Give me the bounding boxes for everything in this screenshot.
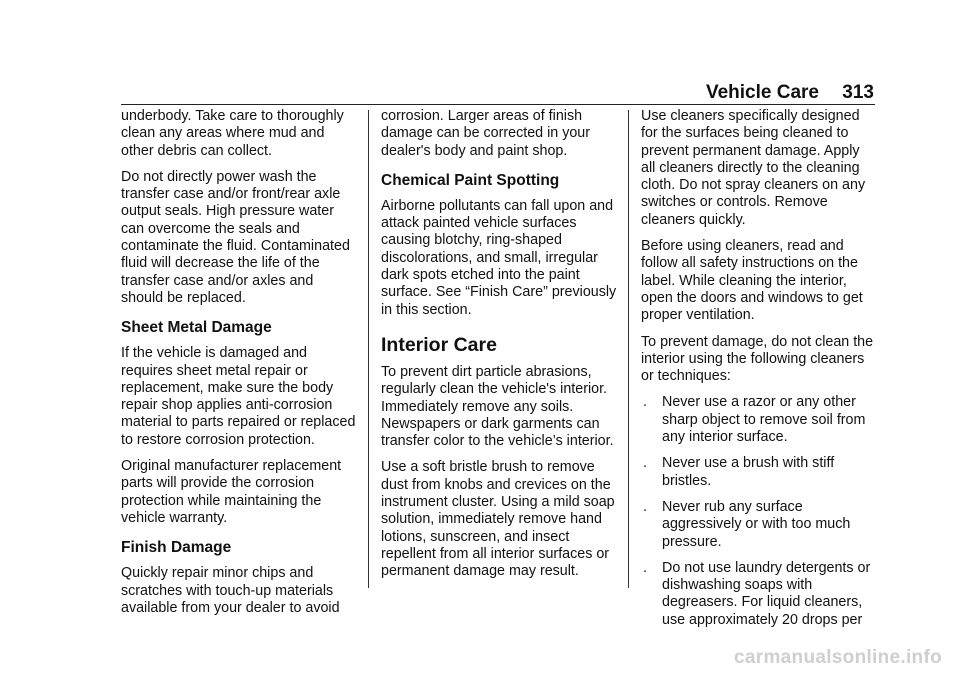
paragraph: To prevent damage, do not clean the interior using the following cleaners or techniques: — [641, 333, 874, 385]
list-item — [641, 394, 877, 446]
list-item-text: Never use a razor or any other sharp object to remove soil from any interior surface. — [662, 394, 866, 446]
paragraph: Before using cleaners, read and follow all safety instructions on the label. While cleaning the interior, open the doors and windows to get proper ventilation. — [641, 238, 863, 324]
list-item — [641, 560, 877, 629]
bullet-list — [641, 394, 877, 629]
paragraph: corrosion. Larger areas of finish damage can be corrected in your dealer's body and paint shop. — [381, 108, 591, 159]
heading-interior-care: Interior Care — [381, 333, 497, 356]
paragraph: Airborne pollutants can fall upon and attack painted vehicle surfaces causing blotchy, ring-shaped discolorations, and small, irregular dark spots etched into the paint surface. See “Finish Care” previously in this section. — [381, 197, 617, 318]
list-item — [641, 499, 877, 551]
bullet-marker: . — [643, 498, 647, 515]
watermark: carmanualsonline.info — [734, 647, 942, 668]
paragraph: To prevent dirt particle abrasions, regularly clean the vehicle's interior. Immediately remove any soils. Newspapers or dark garments can transfer color to the vehicle’s interior. — [381, 363, 614, 450]
paragraph: Original manufacturer replacement parts will provide the corrosion protection while maintaining the vehicle warranty. — [121, 458, 342, 526]
bullet-marker: . — [643, 394, 647, 411]
paragraph: If the vehicle is damaged and requires sheet metal repair or replacement, make sure the body repair shop applies anti-corrosion material to parts repaired or replaced to restore corrosion protection. — [121, 345, 356, 448]
paragraph: Do not directly power wash the transfer case and/or front/rear axle output seals. High pressure water can overcome the seals and contaminate the fluid. Contaminated fluid will decrease the life of the transfer case and/or axles and should be replaced. — [121, 168, 350, 306]
column-divider — [368, 110, 369, 588]
paragraph: Use cleaners specifically designed for the surfaces being cleaned to prevent permanent damage. Apply all cleaners directly to the cleaning cloth. Do not spray cleaners on any switches or controls. Remove cleaners quickly. — [641, 108, 866, 228]
bullet-marker: . — [643, 455, 647, 472]
section-title: Vehicle Care — [705, 82, 820, 103]
column-1 — [121, 108, 357, 626]
column-divider — [628, 110, 629, 588]
header-rule — [121, 104, 875, 105]
heading-finish-damage: Finish Damage — [121, 539, 232, 557]
heading-chemical-paint-spotting: Chemical Paint Spotting — [381, 171, 560, 189]
list-item-text: Never use a brush with stiff bristles. — [662, 455, 835, 489]
column-2 — [381, 108, 617, 590]
column-3 — [641, 108, 877, 638]
paragraph: Quickly repair minor chips and scratches with touch-up materials available from your dealer to avoid — [121, 565, 340, 616]
list-item-text: Do not use laundry detergents or dishwashing soaps with degreasers. For liquid cleaners, use approximately 20 drops per — [662, 559, 871, 628]
paragraph: underbody. Take care to thoroughly clean any areas where mud and other debris can collect. — [121, 108, 344, 159]
page-header — [706, 82, 874, 104]
page-number: 313 — [842, 82, 874, 103]
list-item — [641, 455, 877, 490]
bullet-marker: . — [643, 559, 647, 576]
paragraph: Use a soft bristle brush to remove dust from knobs and crevices on the instrument cluster. Using a mild soap solution, immediately remove hand lotions, sunscreen, and insect repellent from all interior surfaces or permanent damage may result. — [381, 459, 615, 580]
list-item-text: Never rub any surface aggressively or with too much pressure. — [662, 498, 851, 550]
heading-sheet-metal-damage: Sheet Metal Damage — [121, 319, 272, 337]
